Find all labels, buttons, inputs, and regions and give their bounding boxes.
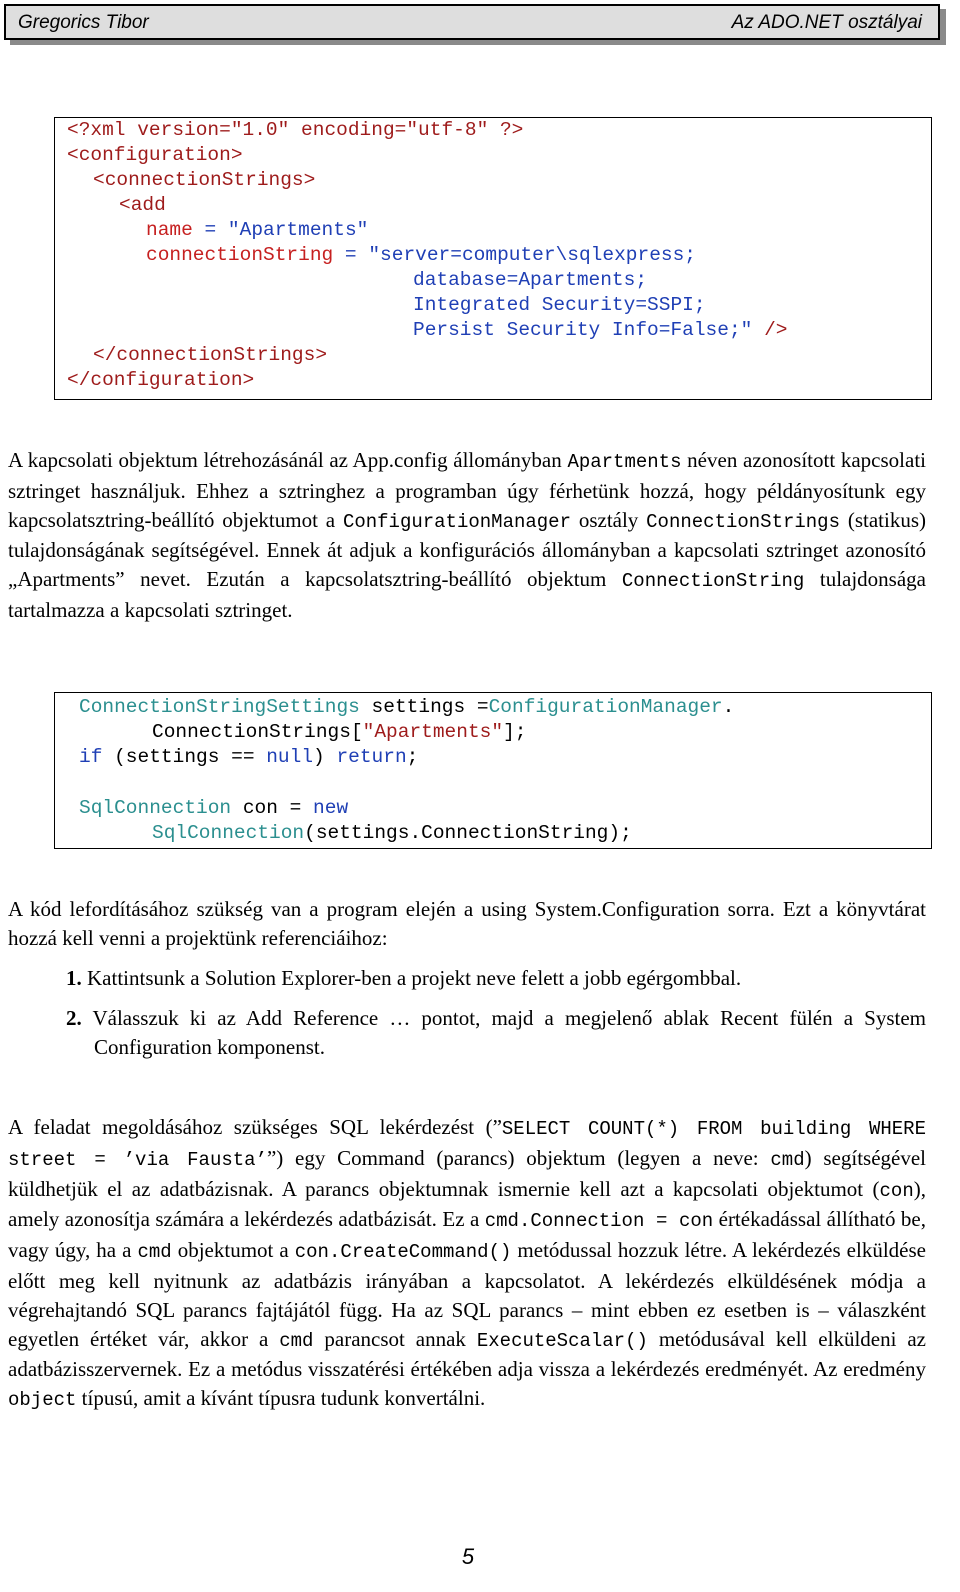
xml-tag-end: /> [764, 319, 788, 341]
inline-code: ExecuteScalar() [476, 1329, 648, 1352]
code-line: name = "Apartments" [146, 219, 369, 241]
list-item: 1. Kattintsunk a Solution Explorer-ben a projekt neve felett a jobb egérgombbal. [66, 966, 742, 990]
code-line: database=Apartments; [413, 269, 648, 291]
code-line: ConnectionStringSettings settings =ConfigurationManager. [79, 696, 735, 718]
paragraph-using-directive: A kód lefordításához szükség van a program elején a using System.Configuration sorra. Ezt a könyvtárat hozzá kell venni a projektünk referenciáihoz: [8, 897, 926, 950]
xml-attribute: name [146, 219, 193, 241]
list-number: 1. [66, 966, 82, 990]
code-line: <?xml version="1.0" encoding="utf-8" ?> [67, 119, 524, 141]
header-chapter: Az ADO.NET osztályai [731, 12, 922, 33]
code-line: connectionString = "server=computer\sqlexpress; [146, 244, 696, 266]
inline-code: cmd [279, 1329, 314, 1352]
code-line: </configuration> [67, 369, 255, 391]
list-number: 2. [66, 1006, 82, 1030]
page-number: 5 [461, 1544, 475, 1569]
page-header [4, 4, 940, 40]
xml-attribute: connectionString [146, 244, 334, 266]
code-line: <configuration> [67, 144, 243, 166]
header-author: Gregorics Tibor [18, 12, 149, 33]
xml-value: Persist Security Info=False;" [413, 319, 753, 341]
xml-value: "Apartments" [227, 219, 369, 241]
code-line: Integrated Security=SSPI; [413, 294, 706, 316]
inline-code: ConnectionStrings [646, 510, 840, 533]
inline-code: object [8, 1389, 77, 1412]
csharp-code-block [54, 692, 932, 849]
code-line: SqlConnection con = new [79, 797, 349, 819]
xml-config-code-block [54, 117, 932, 400]
inline-code: Apartments [567, 451, 682, 473]
code-line: ConnectionStrings["Apartments"]; [152, 721, 527, 743]
code-line [413, 318, 787, 343]
code-line: <add [119, 194, 166, 216]
code-line: if (settings == null) return; [79, 746, 419, 768]
inline-code: cmd [137, 1241, 172, 1264]
code-line: </connectionStrings> [93, 344, 328, 366]
inline-code: SELECT COUNT(*) FROM building WHERE street = ’via Fausta’ [8, 1118, 926, 1171]
inline-code: cmd [770, 1148, 805, 1171]
code-line: SqlConnection(settings.ConnectionString); [152, 822, 632, 844]
inline-code: con.CreateCommand() [294, 1241, 512, 1264]
xml-value: "server=computer\sqlexpress; [368, 244, 696, 266]
inline-code: ConnectionString [621, 570, 805, 593]
inline-code: con [879, 1179, 914, 1202]
paragraph-connection-string: A kapcsolati objektum létrehozásánál az App.config állományban Apartments néven azonosított kapcsolati sztringet használjuk. Ehhez a sztringhez a programban úgy férhetünk hozzá, hogy példányosítunk egy kapcsolatsztring-beállító objektumot a ConfigurationManager osztály ConnectionStrings (statikus) tulajdonságának segítségével. Ennek át adjuk a konfigurációs állományban a kapcsolati sztringet azonosító „Apartments” nevet. Ezután a kapcsolatsztring-beállító objektum ConnectionString tulajdonsága tartalmazza a kapcsolati sztringet. [8, 448, 927, 622]
inline-code: ConfigurationManager [342, 510, 571, 533]
code-line: <connectionStrings> [93, 169, 316, 191]
list-item: 2. Válasszuk ki az Add Reference … pontot, majd a megjelenő ablak Recent fülén a System Configuration komponenst. [66, 1006, 926, 1059]
paragraph-sql-command: A feladat megoldásához szükséges SQL lekérdezést (”SELECT COUNT(*) FROM building WHERE street = ’via Fausta’”) egy Command (parancs) objektum (legyen a neve: cmd) segítségével küldhetjük el az adatbázisnak. A parancs objektumnak ismernie kell azt a kapcsolati objektumot (con), amely azonosítja számára a lekérdezés adatbázisát. Ez a cmd.Connection = con értékadással állítható be, vagy úgy, ha a cmd objektumot a con.CreateCommand() metódussal hozzuk létre. A lekérdezés elküldése előtt meg kell nyitnunk az adatbázis irányában a kapcsolatot. A lekérdezés elküldésének módja a végrehajtandó SQL parancs fajtájától függ. Ha az SQL parancs – mint ebben ez esetben is – válaszként egyetlen értéket vár, akkor a cmd parancsot annak ExecuteScalar() metódusával kell elküldeni az adatbázisszervernek. Ez a metódus visszatérési értékében adja vissza a lekérdezés eredményét. Az eredmény object típusú, amit a kívánt típusra tudunk konvertálni. [8, 1115, 927, 1412]
inline-code: cmd.Connection = con [484, 1210, 714, 1233]
